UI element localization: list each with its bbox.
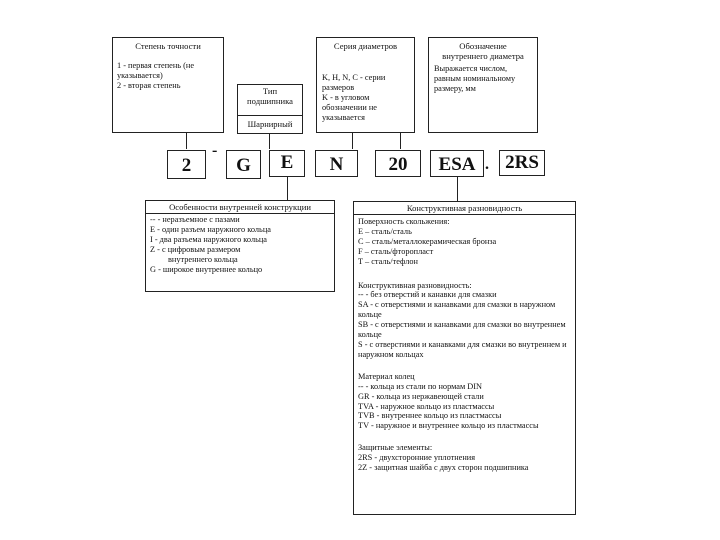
connector-inner-design <box>287 177 288 200</box>
seals-heading: Защитные элементы: <box>358 443 433 453</box>
connector-accuracy <box>186 133 187 149</box>
inner-design-box <box>145 200 335 292</box>
code-accuracy: 2 <box>167 150 206 179</box>
sliding-surface-heading: Поверхность скольжения: <box>358 217 450 226</box>
sliding-surface-line-4: T – сталь/тефлон <box>358 256 418 266</box>
inner-design-line-1: -- - неразъемное с пазами <box>150 215 240 224</box>
seals-line-1: 2RS - двухсторонние уплотнения <box>358 453 476 463</box>
inner-diameter-box <box>428 37 538 133</box>
ring-material-line-2: GR - кольца из нержавеющей стали <box>358 391 484 401</box>
inner-design-line-4: Z - с цифровым размером <box>150 244 241 254</box>
code-dot: . <box>485 156 489 173</box>
design-variant-title: Конструктивная разновидность <box>354 202 575 215</box>
bearing-type-box <box>237 84 303 134</box>
ring-material-line-1: -- - кольца из стали по нормам DIN <box>358 381 483 391</box>
code-dash: - <box>212 142 218 159</box>
construction-heading: Конструктивная разновидность: <box>358 280 472 290</box>
inner-design-line-3: I - два разъема наружного кольца <box>150 234 267 244</box>
connector-type <box>269 134 270 149</box>
code-bearing-type: G <box>226 150 261 179</box>
code-diameter-series: N <box>315 150 358 177</box>
connector-diameter <box>400 133 401 149</box>
bearing-type-value: Шарнирный <box>247 119 293 129</box>
accuracy-title: Степень точности <box>135 41 201 51</box>
design-variant-box <box>353 201 576 515</box>
ring-material-line-5: TV - наружное и внутреннее кольцо из пластмассы <box>358 421 539 431</box>
accuracy-line-2: 2 - вторая степень <box>117 80 181 90</box>
ring-material-line-4: TVB - внутреннее кольцо из пластмассы <box>358 411 502 421</box>
ring-material-heading: Материал колец <box>358 371 415 381</box>
accuracy-box <box>112 37 224 133</box>
construction-line-2: SA - с отверстиями и канавками для смазки в наружном кольце <box>358 300 556 320</box>
bearing-type-title: Тип подшипника <box>247 86 293 106</box>
inner-diameter-line-1: Выражается числом, равным номинальному размеру, мм <box>434 64 516 93</box>
construction-line-3: SB - с отверстиями и канавками для смазки во внутреннем кольце <box>358 320 566 340</box>
construction-line-4: S - с отверстиями и канавками для смазки во внутреннем и наружном кольцах <box>358 339 567 359</box>
connector-series <box>352 133 353 149</box>
code-seals: 2RS <box>499 150 545 176</box>
construction-line-1: -- - без отверстий и канавки для смазки <box>358 290 497 300</box>
accuracy-line-1: 1 - первая степень (не указывается) <box>117 61 195 80</box>
sliding-surface-line-1: E – сталь/сталь <box>358 226 412 236</box>
inner-design-line-2: E - один разъем наружного кольца <box>150 224 271 234</box>
diameter-series-title: Серия диаметров <box>333 41 398 51</box>
sliding-surface-line-3: F – сталь/фторопласт <box>358 246 434 256</box>
inner-design-title: Особенности внутренней конструкции <box>146 201 334 214</box>
diameter-series-box <box>316 37 415 133</box>
connector-variant <box>457 177 458 201</box>
sliding-surface-line-2: C – сталь/металлокерамическая бронза <box>358 236 497 246</box>
code-inner-design: E <box>269 150 305 177</box>
diameter-series-line-1: K, H, N, C - серии размеров <box>322 73 386 92</box>
seals-line-2: 2Z - защитная шайба с двух сторон подшипника <box>358 463 529 473</box>
diameter-series-line-2: K - в угловом обозначении не указывается <box>322 92 377 122</box>
code-design-variant: ESA <box>430 150 484 177</box>
inner-design-line-5: внутреннего кольца <box>168 254 238 264</box>
ring-material-line-3: TVA - наружное кольцо из пластмассы <box>358 401 495 411</box>
inner-diameter-title: Обозначение внутреннего диаметра <box>442 41 524 61</box>
inner-design-line-6: G - широкое внутреннее кольцо <box>150 264 263 274</box>
code-bore-diameter: 20 <box>375 150 421 177</box>
